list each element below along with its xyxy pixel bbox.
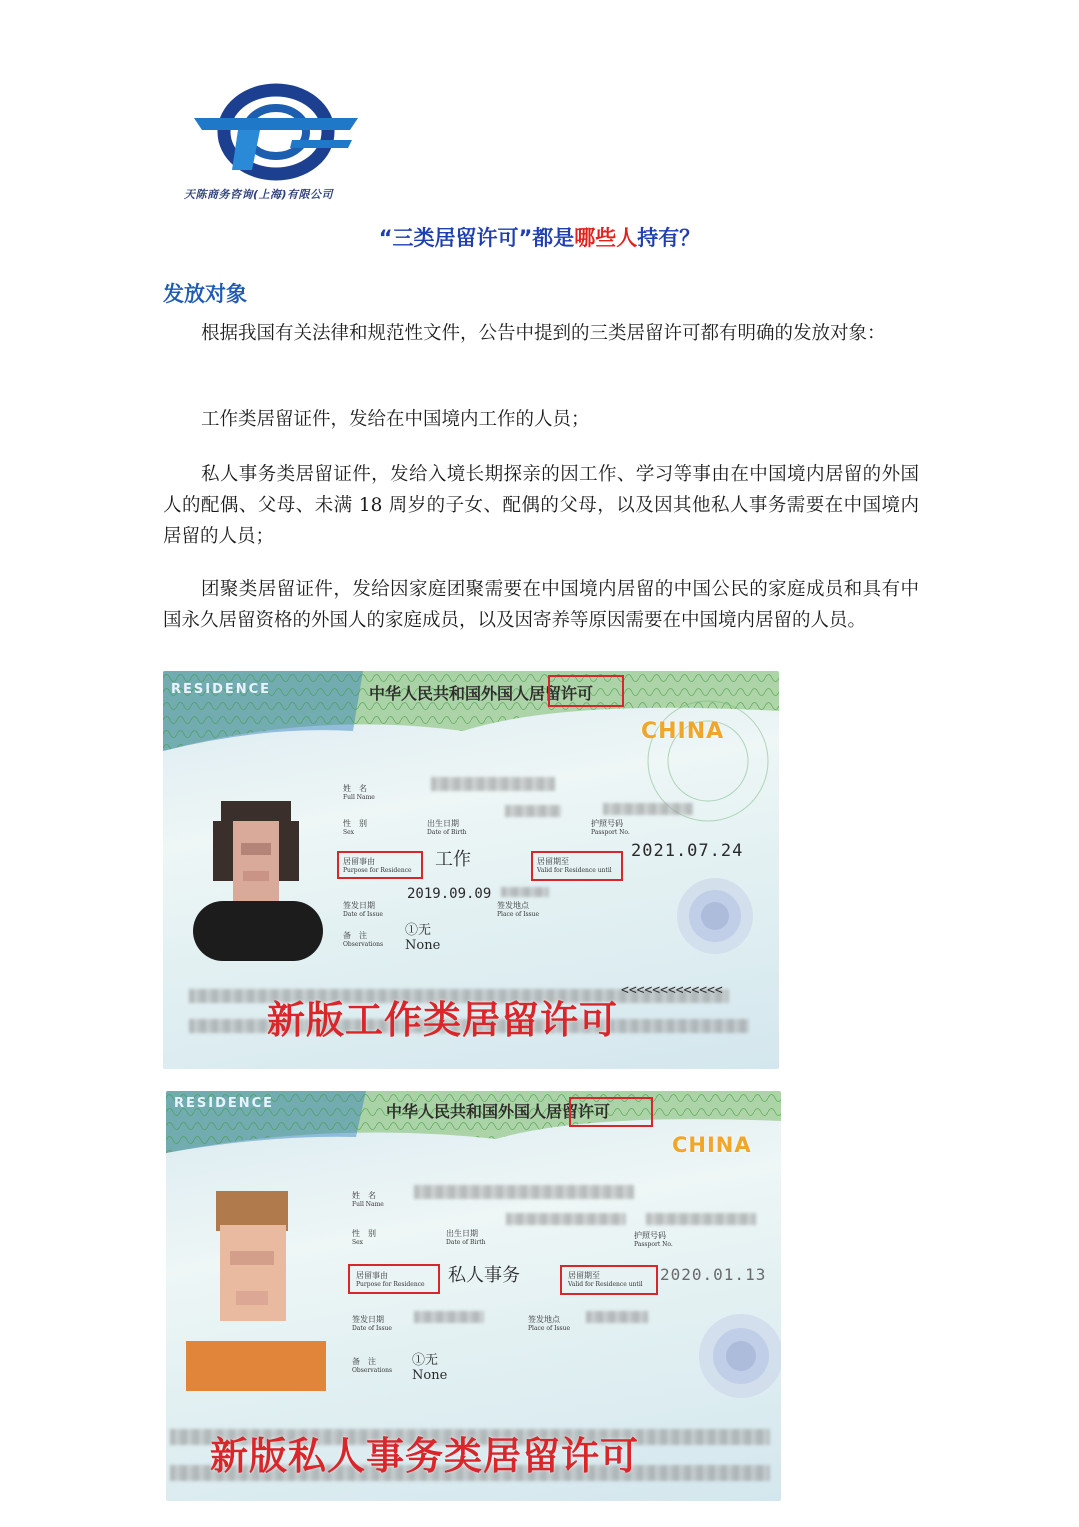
highlight-box-valid — [531, 851, 623, 881]
blurred-issue-place — [586, 1311, 648, 1323]
country-label: CHINA — [641, 719, 725, 744]
blurred-passport — [646, 1213, 756, 1225]
highlight-box-permit — [569, 1097, 653, 1127]
label-name: 姓 名 Full Name — [352, 1191, 384, 1208]
label-issue-date: 签发日期 Date of Issue — [343, 901, 383, 918]
label-valid-until: 居留期至 Valid for Residence until — [568, 1271, 643, 1288]
observation-value: ①无 None — [412, 1353, 448, 1383]
section-heading: 发放对象 — [163, 282, 247, 306]
highlight-box-purpose — [337, 851, 423, 879]
work-permit-card-image — [163, 671, 779, 1069]
residence-label: RESIDENCE — [171, 682, 272, 697]
label-passport: 护照号码 Passport No. — [591, 819, 630, 836]
label-sex: 性 别 Sex — [352, 1229, 376, 1246]
valid-until-value: 2021.07.24 — [631, 841, 744, 861]
blurred-name — [431, 777, 555, 791]
title-part1: “三类居留许可”都是 — [378, 226, 575, 250]
paragraph-reunion-permit: 团聚类居留证件，发给因家庭团聚需要在中国境内居留的中国公民的家庭成员和具有中国永久居留资格的外国人的家庭成员，以及因寄养等原因需要在中国境内居留的人员。 — [163, 579, 919, 631]
label-dob: 出生日期 Date of Birth — [446, 1229, 486, 1246]
blurred-issue-date — [414, 1311, 484, 1323]
mrz-tail: <<<<<<<<<<<<< — [621, 983, 723, 998]
blurred-passport — [603, 803, 693, 815]
residence-label: RESIDENCE — [174, 1096, 275, 1111]
private-affairs-permit-card-image — [166, 1091, 781, 1501]
page-title — [0, 222, 1079, 252]
blurred-dob — [506, 1213, 626, 1225]
label-purpose: 居留事由 Purpose for Residence — [343, 857, 412, 874]
highlight-box-valid — [560, 1265, 658, 1295]
card-header: 中华人民共和国外国人居留许可 — [369, 684, 594, 703]
highlight-box-purpose — [348, 1264, 440, 1294]
label-valid-until: 居留期至 Valid for Residence until — [537, 857, 612, 874]
country-label: CHINA — [672, 1133, 752, 1157]
blurred-issue-place — [501, 887, 549, 897]
label-observations: 备 注 Observations — [343, 931, 384, 948]
label-purpose: 居留事由 Purpose for Residence — [356, 1271, 425, 1288]
label-issue-place: 签发地点 Place of Issue — [497, 901, 540, 918]
purpose-value: 私人事务 — [448, 1265, 520, 1286]
label-dob: 出生日期 Date of Birth — [427, 819, 467, 836]
photo-placeholder — [186, 1191, 326, 1391]
issue-date-value: 2019.09.09 — [407, 886, 492, 902]
card-overlay-title: 新版私人事务类居留许可 — [210, 1434, 640, 1478]
label-passport: 护照号码 Passport No. — [634, 1231, 673, 1248]
label-issue-date: 签发日期 Date of Issue — [352, 1315, 392, 1332]
paragraph-intro: 根据我国有关法律和规范性文件，公告中提到的三类居留许可都有明确的发放对象： — [201, 323, 886, 344]
photo-placeholder — [193, 791, 323, 961]
label-name: 姓 名 Full Name — [343, 784, 375, 801]
card-header: 中华人民共和国外国人居留许可 — [386, 1102, 611, 1121]
label-sex: 性 别 Sex — [343, 819, 367, 836]
highlight-box-permit — [548, 675, 624, 707]
label-issue-place: 签发地点 Place of Issue — [528, 1315, 571, 1332]
blurred-dob — [505, 805, 561, 817]
title-highlight: 哪些人 — [574, 226, 638, 250]
card-overlay-title: 新版工作类居留许可 — [267, 998, 619, 1042]
paragraph-work-permit: 工作类居留证件，发给在中国境内工作的人员； — [201, 409, 590, 430]
label-observations: 备 注 Observations — [352, 1357, 393, 1374]
company-name: 天陈商务咨询(上海)有限公司 — [184, 188, 334, 201]
valid-until-value: 2020.01.13 — [660, 1265, 767, 1284]
title-part2: 持有？ — [637, 226, 701, 250]
observation-value: ①无 None — [405, 923, 441, 953]
blurred-name — [414, 1185, 634, 1199]
purpose-value: 工作 — [435, 849, 471, 870]
paragraph-private-affairs-permit: 私人事务类居留证件，发给入境长期探亲的因工作、学习等事由在中国境内居留的外国人的配偶、父母、未满 18 周岁的子女、配偶的父母，以及因其他私人事务需要在中国境内居留的人员； — [163, 464, 919, 547]
